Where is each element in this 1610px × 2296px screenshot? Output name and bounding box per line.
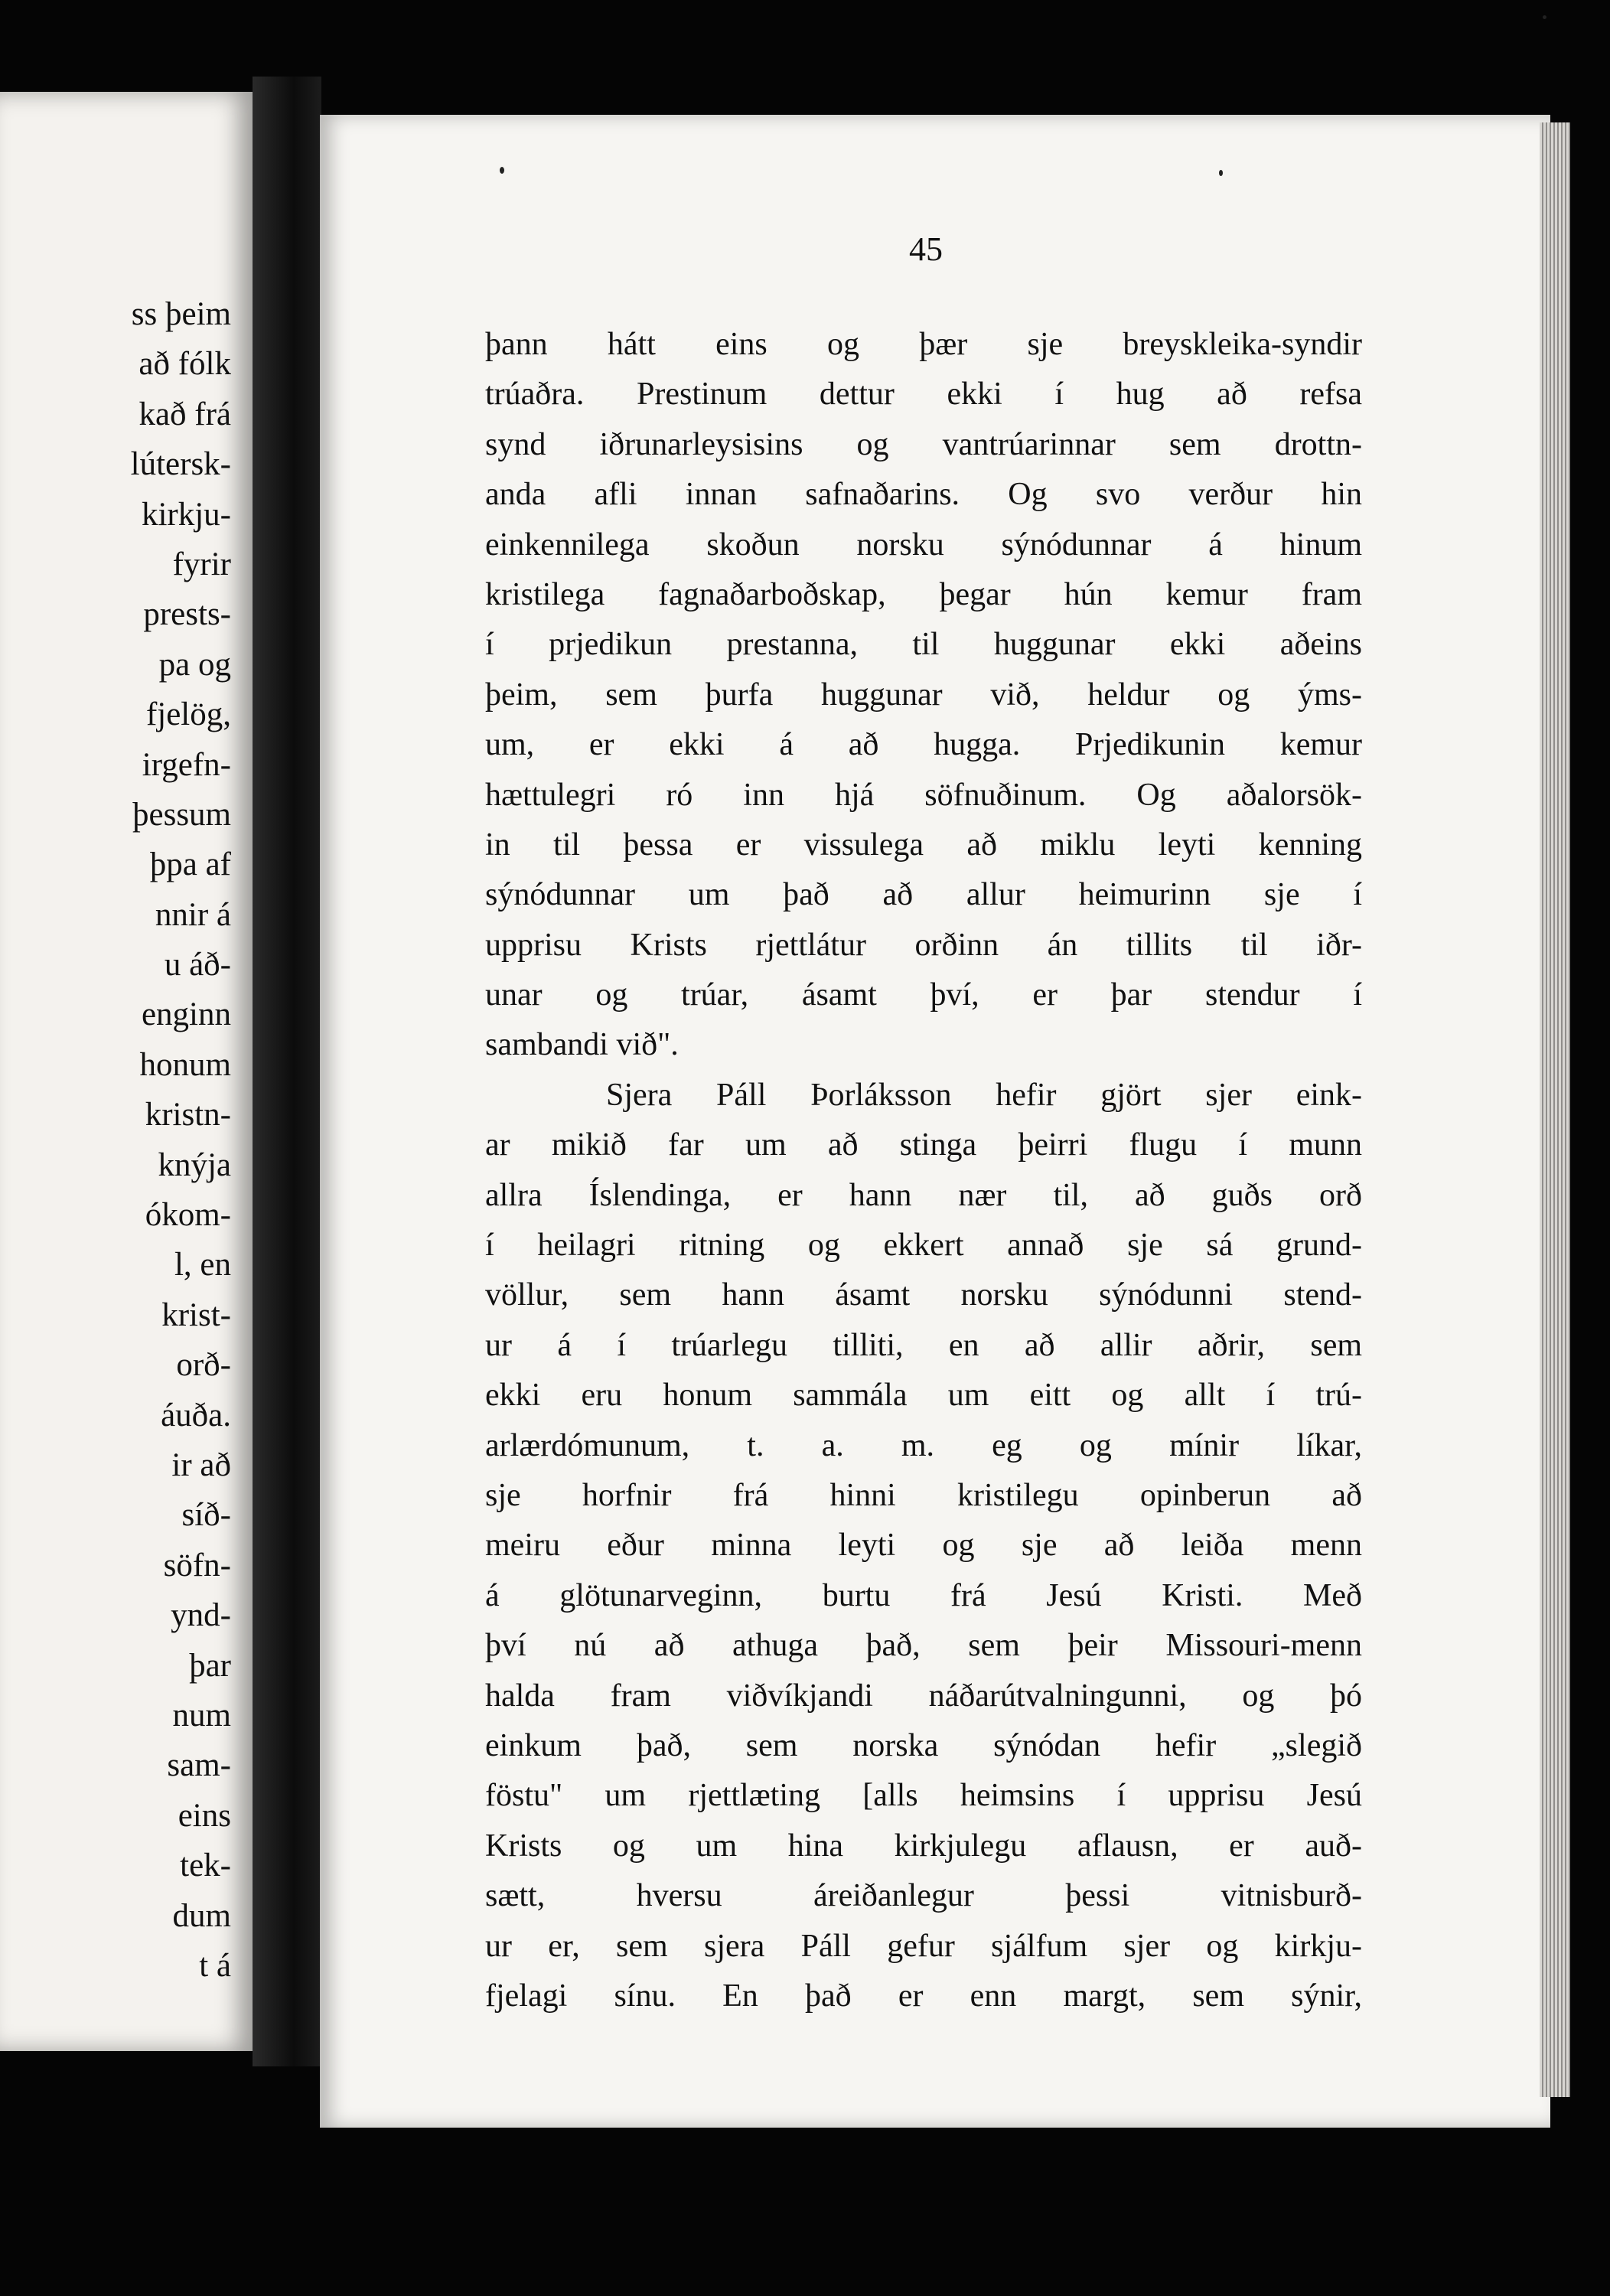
book-gutter [253, 77, 321, 2066]
body-line: ur á í trúarlegu tilliti, en að allir aðrir, sem [485, 1327, 1362, 1363]
previous-page-line: honum [139, 1046, 231, 1083]
previous-page-line: kað frá [139, 396, 231, 432]
previous-page [0, 92, 253, 2051]
body-line: meiru eður minna leyti og sje að leiða menn [485, 1528, 1362, 1564]
previous-page-line: pa og [158, 646, 231, 683]
previous-page-line: t á [199, 1947, 231, 1984]
previous-page-line: þar [189, 1647, 231, 1684]
previous-page-line: þessum [132, 796, 231, 833]
body-line: völlur, sem hann ásamt norsku sýnódunni stend- [485, 1277, 1362, 1313]
body-line: sætt, hversu áreiðanlegur þessi vitnisburð- [485, 1878, 1362, 1914]
page-body-text [485, 320, 1362, 2021]
previous-page-line: kristn- [145, 1097, 231, 1133]
page-number: 45 [909, 230, 943, 268]
previous-page-line: dum [172, 1897, 231, 1934]
previous-page-line: orð- [176, 1347, 231, 1384]
previous-page-line: irgefn- [142, 746, 231, 783]
body-line: synd iðrunarleysisins og vantrúarinnar sem drottn- [485, 426, 1362, 462]
body-line: þann hátt eins og þær sje breyskleika-syndir [485, 327, 1362, 362]
previous-page-line: prests- [143, 596, 231, 633]
body-line: þeim, sem þurfa huggunar við, heldur og ýms- [485, 677, 1362, 713]
previous-page-line: fyrir [172, 546, 231, 582]
previous-page-line: ynd- [171, 1597, 231, 1634]
previous-page-line: u áð- [164, 947, 231, 983]
previous-page-line: enginn [141, 996, 231, 1033]
previous-page-line: krist- [161, 1296, 231, 1333]
previous-page-line: að fólk [139, 346, 231, 383]
body-line: Krists og um hina kirkjulegu aflausn, er auð- [485, 1828, 1362, 1864]
body-line: Sjera Páll Þorláksson hefir gjört sjer eink- [606, 1077, 1362, 1113]
previous-page-line: lútersk- [130, 446, 231, 483]
previous-page-line: knýja [158, 1146, 231, 1183]
previous-page-line: ir að [171, 1446, 231, 1483]
body-line: ekki eru honum sammála um eitt og allt í trú- [485, 1378, 1362, 1414]
body-line: sje horfnir frá hinni kristilegu opinberun að [485, 1477, 1362, 1513]
previous-page-line: áuða. [161, 1397, 231, 1433]
previous-page-line: söfn- [163, 1547, 231, 1583]
body-line: upprisu Krists rjettlátur orðinn án tillits til iðr- [485, 927, 1362, 963]
body-line: unar og trúar, ásamt því, er þar stendur í [485, 977, 1362, 1013]
body-line: halda fram viðvíkjandi náðarútvalningunni, og þó [485, 1678, 1362, 1714]
scan-speck [500, 167, 504, 174]
body-line: því nú að athuga það, sem þeir Missouri-menn [485, 1628, 1362, 1664]
previous-page-line: num [172, 1697, 231, 1733]
previous-page-line: ókom- [145, 1197, 231, 1234]
body-line: um, er ekki á að hugga. Prjedikunin kemur [485, 727, 1362, 763]
body-line: í heilagri ritning og ekkert annað sje sá grund- [485, 1228, 1362, 1264]
body-line: allra Íslendinga, er hann nær til, að guðs orð [485, 1177, 1362, 1213]
previous-page-line: ss þeim [131, 296, 231, 332]
previous-page-line: sam- [167, 1747, 231, 1784]
body-line: sambandi við". [485, 1027, 679, 1063]
body-line: hættulegri ró inn hjá söfnuðinum. Og aðalorsök- [485, 777, 1362, 813]
previous-page-line: kirkju- [141, 496, 231, 533]
body-line: anda afli innan safnaðarins. Og svo verður hin [485, 477, 1362, 513]
body-line: í prjedikun prestanna, til huggunar ekki aðeins [485, 627, 1362, 663]
body-line: kristilega fagnaðarboðskap, þegar hún kemur fram [485, 576, 1362, 612]
body-line: einkum það, sem norska sýnódan hefir „slegið [485, 1727, 1362, 1763]
body-line: ar mikið far um að stinga þeirri flugu í munn [485, 1127, 1362, 1163]
previous-page-line: síð- [181, 1497, 231, 1534]
previous-page-line: eins [178, 1797, 231, 1834]
previous-page-line: fjelög, [145, 696, 231, 733]
body-line: arlærdómunum, t. a. m. eg og mínir líkar, [485, 1427, 1362, 1463]
scan-speck [1219, 170, 1223, 176]
body-line: ur er, sem sjera Páll gefur sjálfum sjer og kirkju- [485, 1928, 1362, 1964]
body-line: sýnódunnar um það að allur heimurinn sje í [485, 877, 1362, 913]
body-line: á glötunarveginn, burtu frá Jesú Kristi. Með [485, 1577, 1362, 1613]
body-line: in til þessa er vissulega að miklu leyti kenning [485, 827, 1362, 863]
body-line: einkennilega skoðun norsku sýnódunnar á hinum [485, 527, 1362, 563]
body-line: trúaðra. Prestinum dettur ekki í hug að refsa [485, 377, 1362, 413]
page-edges [1540, 122, 1570, 2097]
previous-page-line: nnir á [155, 896, 231, 933]
body-line: fjelagi sínu. En það er enn margt, sem sýnir, [485, 1978, 1362, 2014]
previous-page-line: tek- [180, 1848, 231, 1884]
previous-page-line: l, en [174, 1247, 231, 1283]
previous-page-text [131, 289, 231, 1991]
scan-speck [1543, 15, 1546, 19]
body-line: föstu" um rjettlæting [alls heimsins í upprisu Jesú [485, 1778, 1362, 1814]
previous-page-line: þpa af [149, 846, 231, 883]
